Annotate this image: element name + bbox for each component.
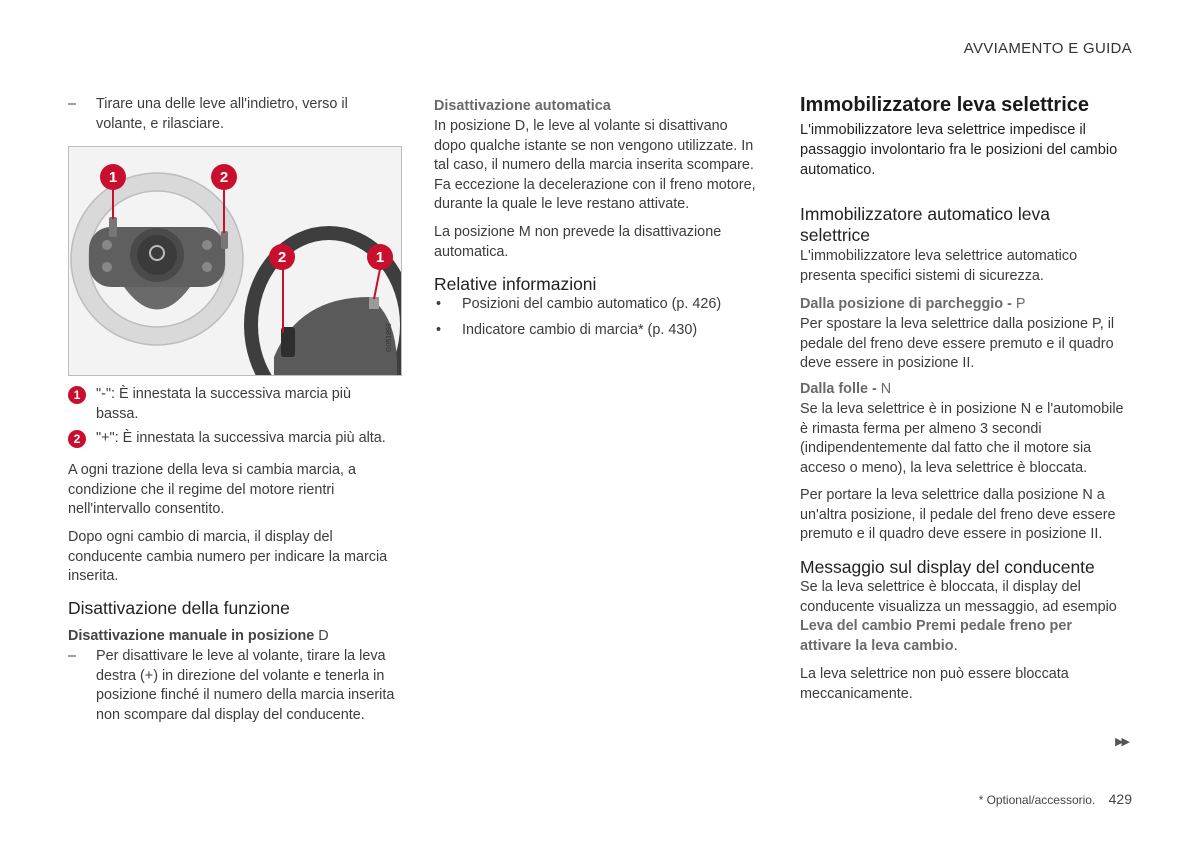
footer [979, 791, 1132, 807]
dash-marker: – [68, 96, 77, 112]
subhead-parking-text: Dalla posizione di parcheggio - [800, 296, 1012, 312]
callout-badge-2b-label: 2 [277, 249, 287, 266]
step-pull-lever [68, 95, 396, 134]
figure-code: G051893 [386, 323, 393, 352]
paragraph-display-message [800, 578, 1125, 656]
subhead-manual-disable [68, 627, 398, 646]
related-item[interactable] [434, 321, 782, 341]
related-item[interactable] [434, 295, 782, 315]
callout-2-text: "+": È innestata la successiva marcia più alta. [96, 430, 386, 446]
steering-wheel-figure [68, 146, 402, 376]
paragraph-position-m: La posizione M non prevede la disattivazione automatica. [434, 224, 722, 260]
optional-note: * Optional/accessorio. [978, 793, 1096, 807]
page-number: 429 [1108, 791, 1132, 807]
subhead-neutral [800, 380, 1130, 399]
paragraph-display: Dopo ogni cambio di marcia, il display del conducente cambia numero per indicare la marcia inserita. [68, 529, 388, 585]
callout-1-text: "-": È innestata la successiva marcia più bassa. [96, 386, 351, 422]
callout-number-2: 2 [68, 430, 86, 448]
section-title: AVVIAMENTO E GUIDA [963, 40, 1132, 57]
paragraph-gear-change: A ogni trazione della leva si cambia marcia, a condizione che il regime del motore rientri nell'intervallo consentito. [68, 462, 356, 518]
heading-driver-display-message: Messaggio sul display del conducente [800, 557, 1095, 577]
steering-wheel-illustration [69, 147, 401, 375]
paragraph-neutral-locked: Se la leva selettrice è in posizione N e l'automobile è rimasta ferma per almeno 3 secondi (indipendentemente dal fatto che il motore sia acceso o meno), la leva selettrice è bloccata. [800, 401, 1124, 476]
step-manual-disable [68, 647, 401, 725]
related-link[interactable]: Posizioni del cambio automatico (p. 426) [462, 296, 722, 312]
related-link[interactable]: Indicatore cambio di marcia* (p. 430) [462, 322, 698, 338]
subhead-auto-disable: Disattivazione automatica [434, 98, 611, 114]
step-manual-text: Per disattivare le leve al volante, tirare la leva destra (+) in direzione del volante e tenerla in posizione finché il numero della marcia inserita non scompare dal display del conducente. [96, 648, 395, 723]
subhead-manual-text: Disattivazione manuale in posizione [68, 628, 315, 644]
heading-related-info: Relative informazioni [434, 274, 597, 294]
callout-badge-2-label: 2 [219, 169, 229, 186]
paragraph-mechanical: La leva selettrice non può essere bloccata meccanicamente. [800, 666, 1069, 702]
subhead-neutral-text: Dalla folle - [800, 381, 877, 397]
heading-auto-immobilizer: Immobilizzatore automatico leva selettrice [800, 204, 1050, 245]
continue-arrows-icon: ▶▶ [1115, 736, 1128, 748]
subhead-parking-position: P [1015, 296, 1026, 312]
callout-badge-1-label: 1 [108, 169, 118, 186]
paragraph-neutral-release: Per portare la leva selettrice dalla posizione N a un'altra posizione, il pedale del freno deve essere premuto e il quadro deve essere in posizione II. [800, 487, 1116, 543]
heading-disable-function: Disattivazione della funzione [68, 598, 290, 618]
step-pull-text: Tirare una delle leve all'indietro, verso il volante, e rilasciare. [96, 96, 348, 132]
callout-number-1: 1 [68, 386, 86, 404]
display-message-example: Leva del cambio Premi pedale freno per attivare la leva cambio [800, 618, 1072, 654]
paragraph-auto-immobilizer: L'immobilizzatore leva selettrice automatico presenta specifici sistemi di sicurezza. [800, 248, 1078, 284]
subhead-parking [800, 295, 1130, 314]
bullet-marker: • [436, 322, 442, 338]
paragraph-parking: Per spostare la leva selettrice dalla posizione P, il pedale del freno deve essere premuto e il quadro deve essere in posizione II. [800, 316, 1115, 372]
callout-badge-1b-label: 1 [375, 249, 385, 266]
subhead-neutral-position: N [880, 381, 892, 397]
bullet-marker: • [436, 296, 442, 312]
display-message-period: . [953, 637, 958, 654]
subhead-manual-position: D [318, 628, 329, 644]
paragraph-auto-disable: In posizione D, le leve al volante si disattivano dopo qualche istante se non vengono utilizzate. In tal caso, il numero della marcia inserita scompare. Fa eccezione la decelerazione con il freno motore, durante la quale le leve restano attivate. [434, 118, 756, 213]
callout-1 [68, 385, 396, 424]
display-message-intro: Se la leva selettrice è bloccata, il display del conducente visualizza un messaggio, ad esempio [800, 579, 1117, 615]
callout-2 [68, 429, 406, 449]
section-heading: Immobilizzatore leva selettrice [800, 94, 1090, 116]
intro-paragraph: L'immobilizzatore leva selettrice impedisce il passaggio involontario fra le posizioni del cambio automatico. [800, 122, 1118, 178]
dash-marker: – [68, 648, 77, 664]
